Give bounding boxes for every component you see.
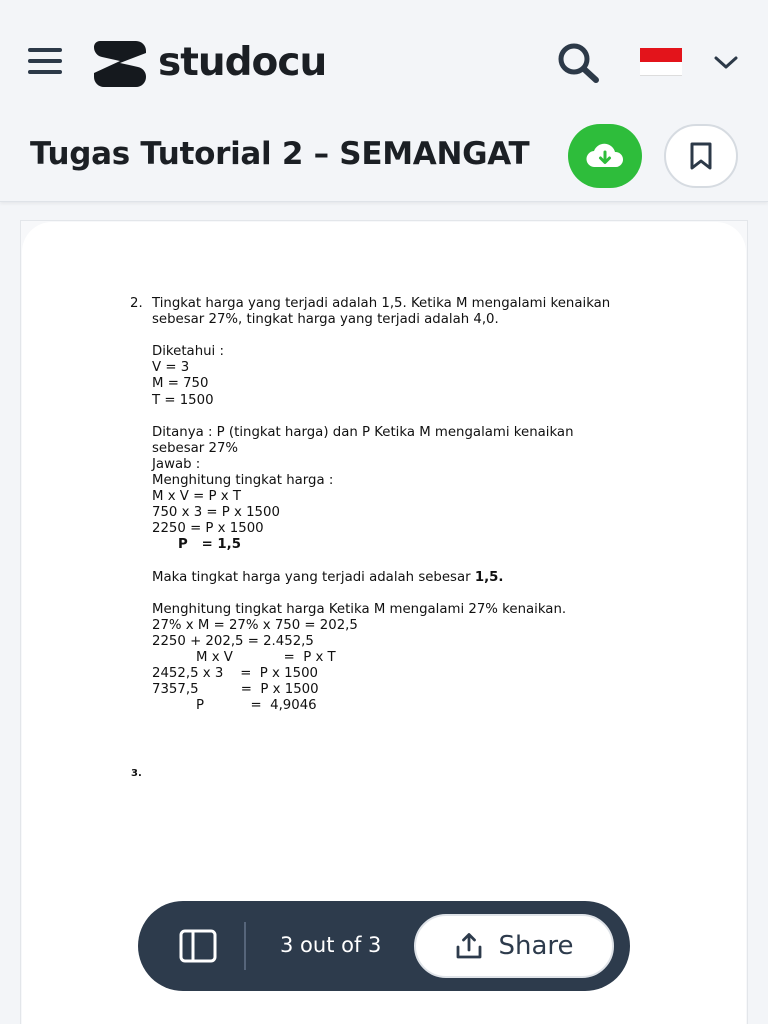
cloud-download-icon	[585, 141, 625, 171]
document-line: 2250 = P x 1500	[152, 521, 264, 537]
document-line: M x V = P x T	[196, 650, 336, 666]
item-number: 2.	[130, 296, 143, 311]
document-line: 2452,5 x 3 = P x 1500	[152, 666, 318, 682]
hamburger-menu-icon[interactable]	[28, 44, 64, 78]
studocu-logo-mark-icon	[92, 37, 148, 87]
bottom-toolbar	[138, 901, 630, 991]
document-line: 27% x M = 27% x 750 = 202,5	[152, 617, 358, 633]
document-line: P = 1,5	[178, 537, 241, 553]
document-line: sebesar 27%, tingkat harga yang terjadi adalah 4,0.	[152, 312, 499, 328]
studocu-logo[interactable]	[92, 36, 326, 88]
download-button[interactable]	[568, 124, 642, 188]
document-line: Tingkat harga yang terjadi adalah 1,5. Ketika M mengalami kenaikan	[152, 296, 611, 311]
share-label: Share	[498, 931, 574, 961]
document-line: Diketahui :	[152, 344, 224, 360]
indonesia-flag-icon[interactable]	[640, 48, 682, 76]
share-upload-icon	[454, 931, 484, 961]
search-icon[interactable]	[554, 40, 602, 84]
page-counter: 3 out of 3	[280, 933, 382, 957]
sidebar-panel-icon[interactable]	[178, 928, 218, 964]
document-line: 2250 + 202,5 = 2.452,5	[152, 633, 314, 649]
document-line: V = 3	[152, 360, 190, 376]
document-line: M = 750	[152, 376, 209, 392]
top-navigation-bar	[0, 0, 768, 120]
blank-line	[152, 409, 682, 425]
document-line: sebesar 27%	[152, 440, 239, 456]
document-title: Tugas Tutorial 2 – SEMANGAT	[30, 136, 530, 172]
blank-line	[152, 586, 682, 602]
document-line: P = 4,9046	[196, 698, 317, 714]
document-line: M x V = P x T	[152, 489, 241, 505]
document-line: 750 x 3 = P x 1500	[152, 505, 280, 521]
share-button[interactable]	[414, 914, 614, 978]
document-body	[152, 296, 682, 714]
document-line: 7357,5 = P x 1500	[152, 682, 319, 698]
document-line: Jawab :	[152, 456, 201, 472]
document-line: Menghitung tingkat harga :	[152, 473, 334, 489]
bookmark-icon	[688, 141, 714, 171]
bookmark-button[interactable]	[664, 124, 738, 188]
blank-line	[152, 328, 682, 344]
document-line: Ditanya : P (tingkat harga) dan P Ketika M mengalami kenaikan	[152, 424, 574, 440]
document-line: Maka tingkat harga yang terjadi adalah sebesar 1,5.	[152, 569, 504, 585]
document-title-bar	[0, 112, 768, 202]
next-item-number: 3.	[131, 768, 142, 779]
document-line: Menghitung tingkat harga Ketika M mengalami 27% kenaikan.	[152, 601, 567, 617]
chevron-down-icon[interactable]	[712, 52, 740, 72]
toolbar-divider	[244, 922, 246, 970]
brand-name: studocu	[158, 39, 327, 85]
document-line: T = 1500	[152, 392, 214, 408]
blank-line	[152, 554, 682, 570]
